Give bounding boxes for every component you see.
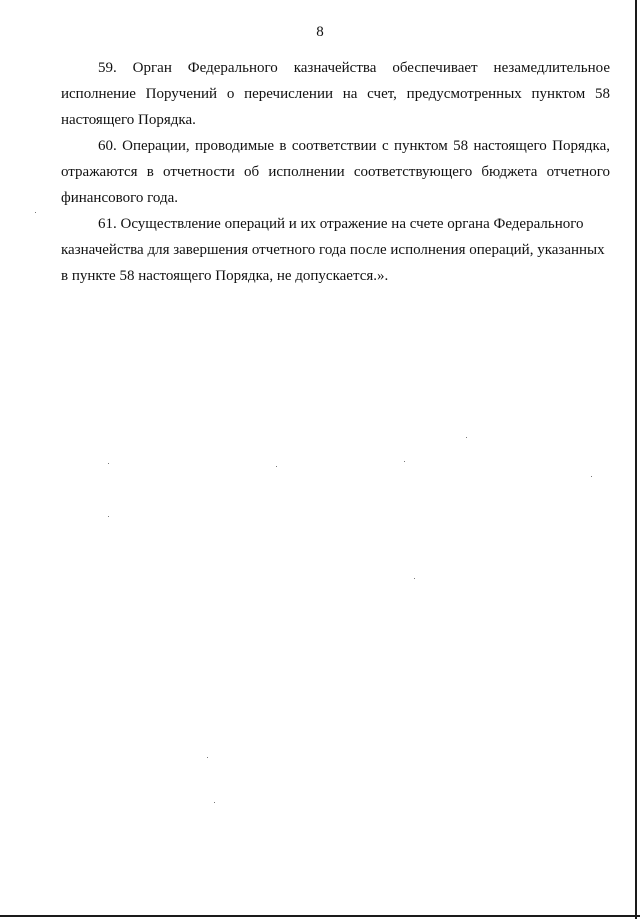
scan-speck — [276, 466, 277, 467]
scan-speck — [35, 212, 36, 213]
scan-speck — [466, 437, 467, 438]
scan-speck — [108, 516, 109, 517]
scan-border-right — [635, 0, 637, 919]
paragraph-59: 59. Орган Федерального казначейства обеспечивает незамедлительное исполнение Поручений о перечислении на счет, предусмотренных пунктом 58 настоящего Порядка. — [61, 60, 610, 128]
scan-speck — [591, 476, 592, 477]
scan-speck — [214, 802, 215, 803]
scan-speck — [414, 578, 415, 579]
paragraph-61: 61. Осуществление операций и их отражение на счете органа Федерального казначейства для завершения отчетного года после исполнения операций, указанных в пункте 58 настоящего Порядка, не допускается.». — [61, 216, 605, 284]
scan-speck — [404, 461, 405, 462]
scan-border-bottom — [0, 915, 640, 917]
page-number: 8 — [316, 24, 324, 40]
document-body — [61, 55, 610, 289]
paragraph-60: 60. Операции, проводимые в соответствии с пунктом 58 настоящего Порядка, отражаются в отчетности об исполнении соответствующего бюджета отчетного финансового года. — [61, 138, 610, 206]
scan-speck — [108, 463, 109, 464]
scan-speck — [207, 757, 208, 758]
